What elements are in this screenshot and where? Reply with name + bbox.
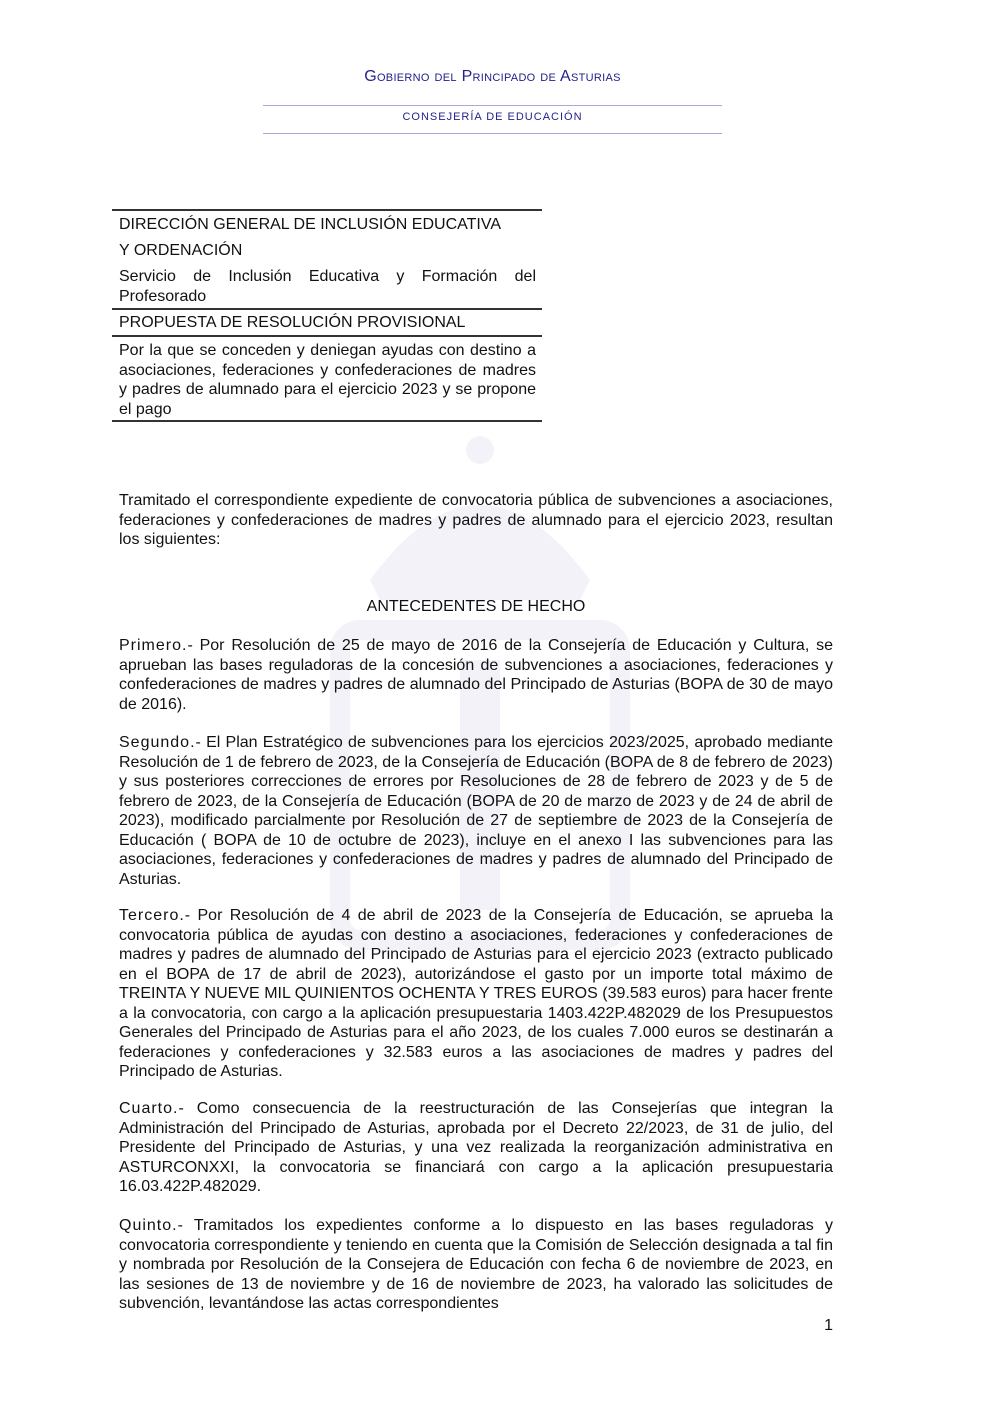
paragraph-label: Tercero. (119, 907, 185, 924)
paragraph-label: Quinto. (119, 1217, 178, 1234)
paragraph-quinto (119, 1216, 833, 1314)
paragraph-primero (119, 636, 833, 714)
department-name: CONSEJERÍA DE EDUCACIÓN (402, 111, 583, 123)
document-subject: Por la que se conceden y deniegan ayudas con destino a asociaciones, federaciones y confederaciones de madres y padres de alumnado para el ejercicio 2023 y se propone el pago (119, 342, 536, 418)
paragraph-tercero (119, 906, 833, 1082)
paragraph-label: Primero. (119, 637, 188, 654)
paragraph-text: - El Plan Estratégico de subvenciones para los ejercicios 2023/2025, aprobado mediante Resolución de 1 de febrero de 2023, de la Consejería de Educación (BOPA de 8 de febrero de 2023) y sus posteriores correcciones de errores por Resoluciones de 28 de febrero de 2023 y de 5 de febrero de 2023, de la Consejería de Educación (BOPA de 20 de marzo de 2023 y de 24 de abril de 2023), modificado parcialmente por Resolución de 27 de septiembre de 2023 de la Consejería de Educación ( BOPA de 10 de octubre de 2023), incluye en el anexo I las subvenciones para las asociaciones, federaciones y confederaciones de madres y padres de alumnado del Principado de Asturias. (119, 734, 833, 888)
box-divider (112, 209, 542, 211)
paragraph-text: - Por Resolución de 25 de mayo de 2016 de la Consejería de Educación y Cultura, se aprueban las bases reguladoras de la concesión de subvenciones a asociaciones, federaciones y confederaciones de madres y padres de alumnado del Principado de Asturias (BOPA de 30 de mayo de 2016). (119, 637, 833, 713)
paragraph-label: Cuarto. (119, 1100, 179, 1117)
box-divider (112, 335, 542, 337)
paragraph-text: - Tramitados los expedientes conforme a lo dispuesto en las bases reguladoras y convocatoria correspondiente y teniendo en cuenta que la Comisión de Selección designada a tal fin y nombrada por Resolución de la Consejera de Educación con fecha 6 de noviembre de 2023, en las sesiones de 13 de noviembre y de 16 de noviembre de 2023, ha valorado las solicitudes de subvención, levantándose las actas correspondientes (119, 1217, 833, 1312)
service-name: Servicio de Inclusión Educativa y Formación del Profesorado (119, 268, 536, 305)
intro-paragraph: Tramitado el correspondiente expediente de convocatoria pública de subvenciones a asociaciones, federaciones y confederaciones de madres y padres de alumnado para el ejercicio 2023, resultan los siguientes: (119, 492, 833, 548)
box-divider (112, 308, 542, 310)
paragraph-text: - Como consecuencia de la reestructuración de las Consejerías que integran la Administración del Principado de Asturias, aprobada por el Decreto 22/2023, de 31 de julio, del Presidente del Principado de Asturias, y una vez realizada la reorganización administrativa en ASTURCONXXI, la convocatoria se financiará con cargo a la aplicación presupuestaria 16.03.422P.482029. (119, 1100, 833, 1195)
paragraph-label: Segundo. (119, 734, 196, 751)
directorate: DIRECCIÓN GENERAL DE INCLUSIÓN EDUCATIVA (119, 216, 501, 233)
document-type: PROPUESTA DE RESOLUCIÓN PROVISIONAL (119, 314, 466, 331)
paragraph-segundo (119, 733, 833, 889)
header-divider (263, 105, 722, 106)
government-title: Gobierno del Principado de Asturias (364, 68, 621, 85)
section-heading: ANTECEDENTES DE HECHO (366, 598, 586, 615)
paragraph-cuarto (119, 1099, 833, 1197)
box-divider (112, 420, 542, 422)
directorate-line-2: Y ORDENACIÓN (119, 242, 243, 259)
page-number: 1 (824, 1317, 833, 1334)
header-divider (263, 133, 722, 134)
paragraph-text: - Por Resolución de 4 de abril de 2023 de la Consejería de Educación, se aprueba la convocatoria pública de ayudas con destino a asociaciones, federaciones y confederaciones de madres y padres de alumnado del Principado de Asturias para el ejercicio 2023 (extracto publicado en el BOPA de 17 de abril de 2023), autorizándose el gasto por un importe total máximo de TREINTA Y NUEVE MIL QUINIENTOS OCHENTA Y TRES EUROS (39.583 euros) para hacer frente a la convocatoria, con cargo a la aplicación presupuestaria 1403.422P.482029 de los Presupuestos Generales del Principado de Asturias para el año 2023, de los cuales 7.000 euros se destinarán a federaciones y confederaciones y 32.583 euros a las asociaciones de madres y padres del Principado de Asturias. (119, 907, 833, 1080)
